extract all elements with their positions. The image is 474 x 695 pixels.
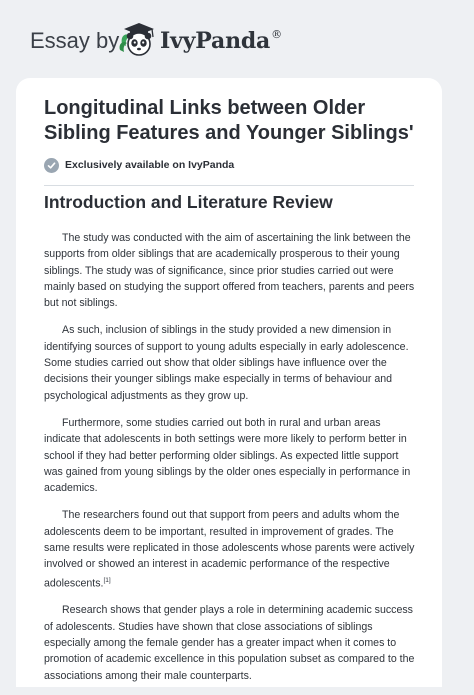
section-heading: Introduction and Literature Review [44,192,333,212]
paragraph: Research shows that gender plays a role in determining academic success of adolescents. Studies have shown that close associations of siblings especially among the female gender has a greater impact when it comes to promotion of academic excellence in this population subset as compared to the associations among their male counterparts. [44,604,415,682]
site-header [0,0,474,80]
essay-card [16,78,442,687]
exclusive-label: Exclusively available on IvyPanda [65,159,235,171]
paragraph: Furthermore, some studies carried out both in rural and urban areas indicate that adolescents in both settings were more likely to perform better in school if they had better performing older siblings. As expected little support was gained from young siblings by the older ones especially in performance in academics. [44,416,411,495]
divider [44,185,414,186]
essay-body [44,230,418,695]
panda-logo-icon[interactable] [118,20,160,60]
exclusive-badge [44,156,234,174]
paragraph: As such, inclusion of siblings in the study provided a new dimension in identifying sources of support to young adults especially in early adolescence. Some studies carried out show that older siblings have influence over the decisions their younger siblings make especially in terms of behaviour and psychological adjustments as they grow up. [44,324,409,402]
footnote-link[interactable]: [1] [103,576,111,584]
brand-name[interactable]: IvyPanda® [160,28,282,54]
essay-by-label: Essay by [30,28,120,53]
paragraph: The researchers found out that support from peers and adults whom the adolescents deem to be important, resulted in improvement of grades. The same results were replicated in those adolescents whose parents were actively involved or showed an interest in academic performance of the respective adolescents.[1] [44,509,415,590]
checkmark-icon [44,158,59,173]
paragraph: The study was conducted with the aim of ascertaining the link between the supports from older siblings that are academically prosperous to their young siblings. The study was of significance, since prior studies carried out were mainly based on studying the support offered from teachers, parents and peers but not siblings. [44,232,415,310]
essay-title: Longitudinal Links between Older Sibling Features and Younger Siblings' [44,97,414,144]
